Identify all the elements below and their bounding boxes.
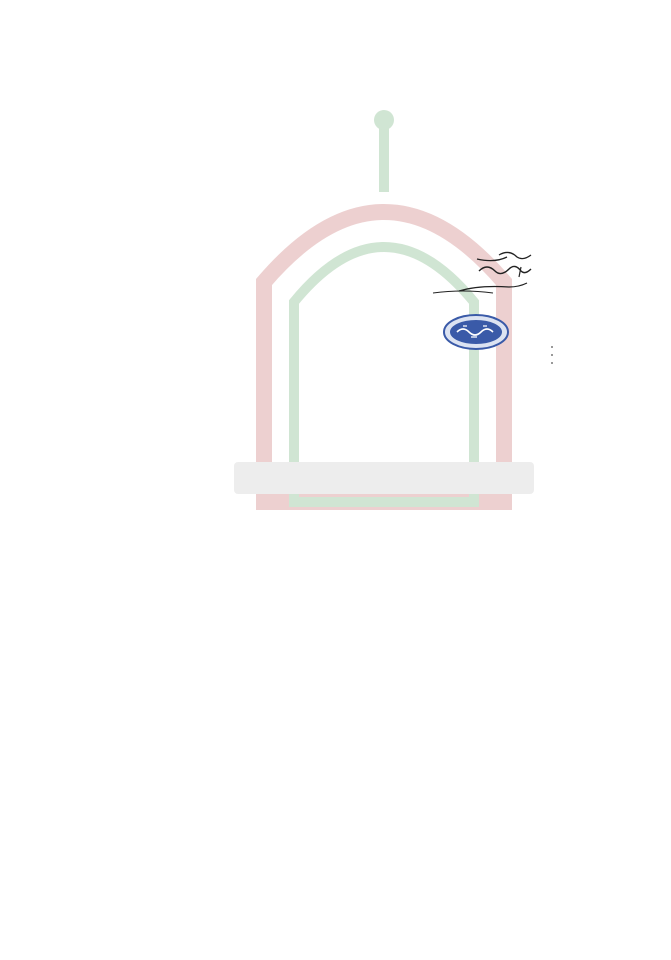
border-pattern-bottom: [0, 936, 671, 960]
handwritten-note: [429, 247, 549, 307]
decorative-border-right: [647, 0, 671, 960]
official-seal-stamp: [441, 312, 511, 352]
letter-page: [24, 22, 647, 936]
border-pattern-top: [0, 0, 671, 22]
ink-dots: [549, 342, 555, 372]
decorative-border-bottom: [0, 936, 671, 960]
border-pattern-right: [647, 0, 671, 960]
decorative-border-left: [0, 0, 24, 960]
border-pattern-left: [0, 0, 24, 960]
decorative-border-top: [0, 0, 671, 22]
